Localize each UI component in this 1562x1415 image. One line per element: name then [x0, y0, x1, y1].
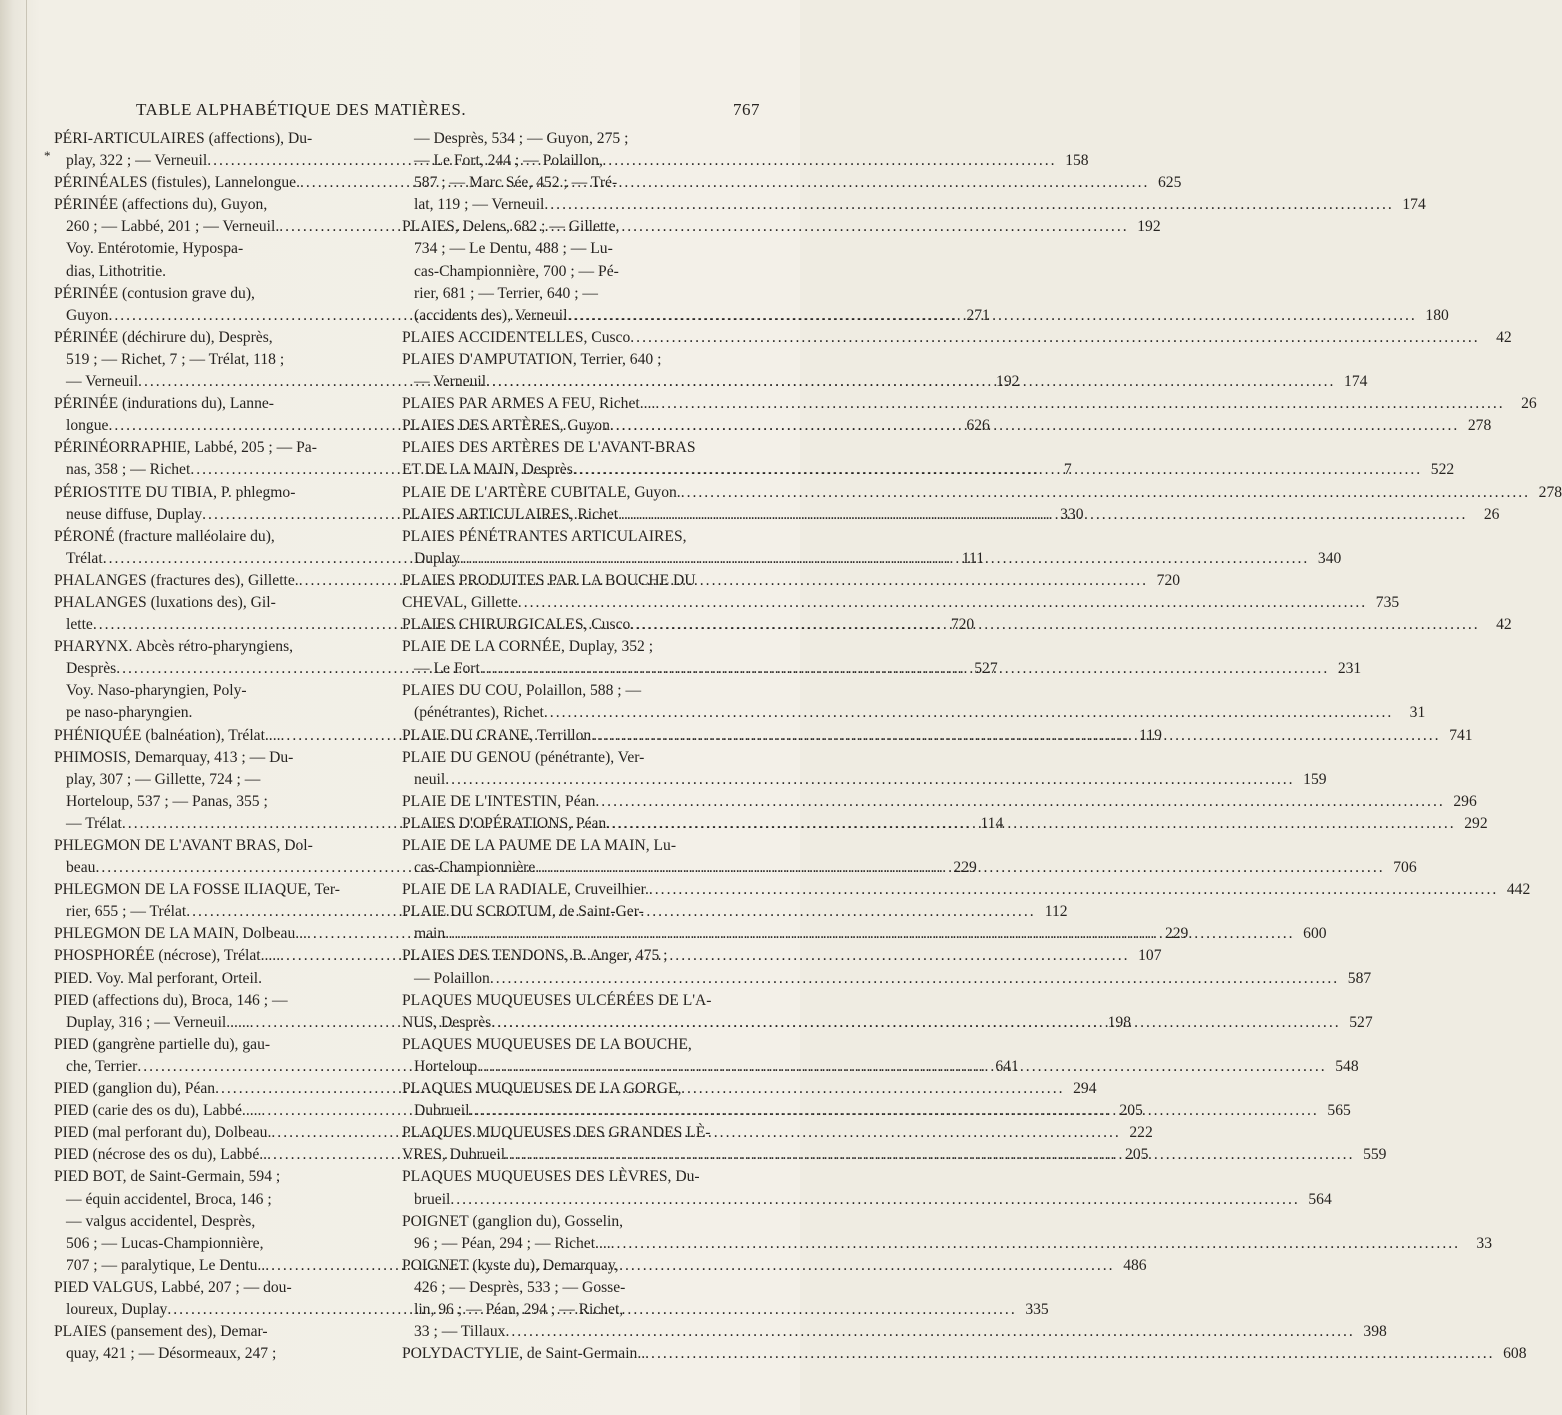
entry-page-number: 741 [1449, 726, 1473, 744]
entry-text: PLAIES ARTICULAIRES, Richet [402, 505, 619, 523]
entry-page-number: 626 [966, 417, 990, 435]
leader-dots [450, 1189, 1299, 1211]
entry-text: Duplay [414, 549, 460, 567]
entry-page-number: 205 [1125, 1146, 1149, 1164]
entry-text: pe naso-pharyngien. [66, 704, 193, 722]
entry-text: PHALANGES (luxations des), Gil- [54, 593, 276, 611]
entry-page-number: 229 [953, 859, 977, 877]
entry-text: PÉRINÉE (contusion grave du), [54, 284, 255, 302]
index-entry-line [54, 1166, 354, 1188]
entry-text: PLAIES PRODUITES PAR LA BOUCHE DU [402, 571, 696, 589]
index-entry-line [54, 1321, 354, 1343]
index-entry-line [402, 1211, 776, 1233]
leader-dots [518, 592, 1367, 614]
index-entry-line [54, 349, 354, 371]
entry-text: PIED (gangrène partielle du), gau- [54, 1035, 271, 1053]
entry-text: (pénétrantes), Richet [414, 704, 544, 722]
entry-text: PLAQUES MUQUEUSES DES GRANDES LÈ- [402, 1124, 711, 1142]
entry-text: — Le Fort [414, 660, 480, 678]
index-entry-line [402, 482, 1562, 504]
leader-dots [630, 327, 1479, 349]
leader-dots [611, 1233, 1460, 1255]
entry-text: PÉRINÉALES (fistules), Lannelongue. [54, 174, 300, 192]
entry-text: Voy. Entérotomie, Hypospa- [66, 240, 244, 258]
entry-text: PLAIE DE LA CORNÉE, Duplay, 352 ; [402, 638, 654, 656]
index-entry-line [402, 194, 1426, 216]
entry-text: PLAIES D'AMPUTATION, Terrier, 640 ; [402, 350, 662, 368]
entry-text: PLAIE DU SCROTUM, de Saint-Ger- [402, 903, 644, 921]
entry-text: play, 322 ; — Verneuil [66, 152, 208, 170]
entry-text: PLAQUES MUQUEUSES DE LA GORGE, [402, 1080, 682, 1098]
entry-text: Guyon [66, 306, 109, 324]
index-entry-line [54, 283, 354, 305]
entry-page-number: 205 [1119, 1102, 1143, 1120]
entry-text: PLAIES DES ARTÈRES, Guyon [402, 417, 610, 435]
entry-text: PLAIE DE L'ARTÈRE CUBITALE, Guyon. [402, 483, 681, 501]
entry-text: PHÉNIQUÉE (balnéation), Trélat.... [54, 726, 281, 744]
entry-page-number: 486 [1123, 1256, 1147, 1274]
index-entry-line [54, 261, 354, 283]
margin-mark: * [44, 148, 51, 163]
index-entry-line [402, 747, 776, 769]
entry-page-number: 192 [1137, 218, 1161, 236]
index-entry-line [402, 172, 776, 194]
leader-dots [630, 614, 1479, 636]
running-head [136, 100, 760, 122]
entry-text: Voy. Naso-pharyngien, Poly- [66, 682, 247, 700]
index-entry-line [54, 128, 354, 150]
entry-text: PHALANGES (fractures des), Gillette. [54, 571, 299, 589]
leader-dots [505, 1321, 1354, 1343]
leader-dots [486, 371, 1335, 393]
leader-dots [573, 459, 1422, 481]
index-entry-line [402, 238, 776, 260]
index-entry-line [402, 128, 776, 150]
index-entry-line [402, 592, 1400, 614]
entry-text: PÉRINÉE (déchirure du), Desprès, [54, 328, 273, 346]
index-entry-line [402, 570, 776, 592]
leader-dots [610, 415, 1459, 437]
entry-text: Trélat [66, 549, 103, 567]
entry-text: VRES, Dubrueil [402, 1146, 506, 1164]
entry-text: lette [66, 616, 93, 634]
leader-dots [544, 194, 1393, 216]
index-entry-line [402, 945, 776, 967]
entry-page-number: 522 [1430, 461, 1455, 479]
entry-text: brueil [414, 1190, 451, 1208]
entry-page-number: 600 [1303, 925, 1327, 943]
entry-text: PÉRIOSTITE DU TIBIA, P. phlegmo- [54, 483, 296, 501]
index-entry-line [54, 769, 354, 791]
entry-text: 260 ; — Labbé, 201 ; — Verneuil. [66, 218, 280, 236]
index-entry-line [54, 923, 1189, 945]
entry-text: 426 ; — Desprès, 533 ; — Gosse- [414, 1278, 626, 1296]
entry-text: — Polaillon [414, 969, 490, 987]
index-entry-line [54, 1277, 354, 1299]
entry-text: PLAIE DU CRANE, Terrillon [402, 726, 592, 744]
entry-text: POIGNET (ganglion du), Gosselin, [402, 1212, 624, 1230]
entry-page-number: 192 [996, 373, 1020, 391]
index-entry-line [402, 901, 776, 923]
index-entry-line [54, 592, 354, 614]
entry-page-number: 641 [995, 1057, 1019, 1075]
entry-page-number: 278 [1467, 417, 1492, 435]
entry-text: PLAQUES MUQUEUSES DE LA BOUCHE, [402, 1035, 692, 1053]
entry-text: PIED (nécrose des os du), Labbé.. [54, 1146, 268, 1164]
entry-text: PHOSPHORÉE (nécrose), Trélat..... [54, 947, 281, 965]
entry-page-number: 31 [1409, 704, 1426, 722]
entry-page-number: 720 [950, 616, 975, 634]
index-entry-line [402, 393, 1537, 415]
entry-text: PLAIES, Delens, 682 ; — Gillette, [402, 218, 620, 236]
entry-page-number: 608 [1503, 1345, 1527, 1363]
index-entry-line [54, 327, 354, 349]
index-entry-line [402, 968, 1372, 990]
entry-text: Horteloup, 537 ; — Panas, 355 ; [66, 792, 268, 810]
leader-dots [544, 702, 1393, 724]
index-entry-line [402, 636, 776, 658]
entry-page-number: 26 [1521, 395, 1537, 413]
entry-text: PLAIES DES ARTÈRES DE L'AVANT-BRAS [402, 439, 696, 457]
index-entry-line [402, 150, 776, 172]
index-entry-line [402, 1034, 776, 1056]
entry-text: 734 ; — Le Dentu, 488 ; — Lu- [414, 240, 613, 258]
entry-page-number: 119 [1139, 726, 1162, 744]
entry-page-number: 720 [1156, 571, 1181, 589]
index-entry-line [54, 879, 354, 901]
entry-text: PLAIE DE LA PAUME DE LA MAIN, Lu- [402, 837, 677, 854]
entry-page-number: 564 [1308, 1190, 1332, 1208]
index-entry-line [54, 1233, 354, 1255]
entry-text: — équin accidentel, Broca, 146 ; [66, 1190, 272, 1208]
index-entry-line [402, 1233, 1493, 1255]
index-entry-line [402, 702, 1426, 724]
entry-page-number: 527 [1349, 1013, 1373, 1031]
entry-text: PLAIES PAR ARMES A FEU, Richet.... [402, 395, 656, 413]
entry-page-number: 527 [974, 660, 998, 678]
entry-text: PIED VALGUS, Labbé, 207 ; — dou- [54, 1278, 292, 1296]
leader-dots [505, 1144, 1354, 1166]
entry-text: neuil [414, 770, 446, 788]
entry-page-number: 26 [1483, 505, 1500, 523]
index-entry-line [402, 1277, 776, 1299]
entry-text: CHEVAL, Gillette [402, 593, 518, 611]
entry-text: 33 ; — Tillaux [414, 1323, 506, 1341]
entry-text: PLAIES PÉNÉTRANTES ARTICULAIRES, [402, 527, 687, 545]
entry-text: lin, 96 ; — Péan, 294 ; — Richet, [414, 1300, 624, 1318]
leader-dots [477, 1056, 1326, 1078]
entry-page-number: 114 [980, 814, 1004, 832]
entry-page-number: 198 [1107, 1013, 1132, 1031]
index-entry-line [54, 680, 354, 702]
entry-text: PLAIES (pansement des), Demar- [54, 1323, 268, 1341]
entry-text: 506 ; — Lucas-Championnière, [66, 1234, 264, 1252]
entry-text: — Trélat [66, 814, 122, 832]
leader-dots [491, 1012, 1340, 1034]
entry-text: PHIMOSIS, Demarquay, 413 ; — Du- [54, 748, 294, 766]
index-entry-line [54, 636, 354, 658]
entry-text: 519 ; — Richet, 7 ; — Trélat, 118 ; [66, 350, 285, 368]
entry-text: PHLEGMON DE LA MAIN, Dolbeau... [54, 925, 307, 943]
index-entry-line [402, 1122, 776, 1144]
entry-text: Desprès [66, 660, 117, 678]
index-entry-line [54, 482, 354, 504]
index-entry-line [54, 990, 354, 1012]
index-entry-line [402, 769, 1327, 791]
index-entry-line [402, 216, 776, 238]
entry-page-number: 398 [1363, 1323, 1387, 1341]
entry-text: cas-Championnière [414, 859, 536, 877]
entry-text: PHLEGMON DE L'AVANT BRAS, Dol- [54, 837, 313, 854]
index-entry-line [54, 791, 354, 813]
entry-page-number: 180 [1425, 306, 1449, 324]
entry-page-number: 292 [1464, 814, 1488, 832]
binding-gutter [26, 0, 27, 1415]
entry-page-number: 159 [1303, 770, 1327, 788]
index-entry-line [402, 526, 776, 548]
entry-page-number: 42 [1496, 616, 1512, 634]
entry-text: — Desprès, 534 ; — Guyon, 275 ; [414, 130, 629, 147]
entry-page-number: 625 [1157, 174, 1182, 192]
entry-text: PHARYNX. Abcès rétro-pharyngiens, [54, 638, 294, 656]
entry-page-number: 442 [1506, 881, 1531, 899]
entry-text: ET DE LA MAIN, Desprès [402, 461, 573, 479]
entry-text: PIED (mal perforant du), Dolbeau. [54, 1124, 272, 1142]
leader-dots [445, 923, 1294, 945]
index-entry-line [54, 526, 354, 548]
index-entry-line [402, 680, 776, 702]
index-entry-line [402, 990, 776, 1012]
index-entry-line [402, 1321, 1387, 1343]
leader-dots [535, 857, 1384, 879]
entry-text: quay, 421 ; — Désormeaux, 247 ; [66, 1345, 277, 1363]
entry-page-number: 706 [1393, 859, 1417, 877]
index-entry-line [402, 879, 1531, 901]
index-entry-line [54, 1211, 354, 1233]
index-entry-line [402, 1189, 1332, 1211]
leader-dots [480, 658, 1329, 680]
index-entry-line [54, 238, 354, 260]
entry-page-number: 158 [1065, 152, 1089, 170]
entry-text: PLAIES DU COU, Polaillon, 588 ; — [402, 682, 642, 700]
entry-text: che, Terrier [66, 1057, 138, 1075]
index-entry-line [402, 1343, 1527, 1365]
entry-text: PIED (carie des os du), Labbé..... [54, 1102, 262, 1120]
index-entry-line [54, 1189, 354, 1211]
entry-text: PLAIES D'OPÉRATIONS, Péan [402, 814, 607, 832]
entry-text: PLAIE DU GENOU (pénétrante), Ver- [402, 748, 645, 766]
entry-text: PLAIES DES TENDONS, B. Anger, 475 ; [402, 947, 668, 965]
index-entry-line [54, 747, 354, 769]
leader-dots [645, 1343, 1494, 1365]
leader-dots [460, 548, 1309, 570]
leader-dots [591, 725, 1440, 747]
index-entry-line [402, 283, 776, 305]
entry-text: PLAIE DE L'INTESTIN, Péan [402, 792, 596, 810]
entry-text: — Verneuil [66, 373, 139, 391]
entry-text: loureux, Duplay [66, 1300, 168, 1318]
leader-dots [445, 769, 1294, 791]
entry-text: PIED (affections du), Broca, 146 ; — [54, 991, 288, 1009]
index-entry-line [402, 1078, 776, 1100]
index-entry-line [54, 702, 354, 724]
entry-page-number: 42 [1496, 328, 1512, 346]
entry-page-number: 294 [1073, 1080, 1097, 1098]
index-entry-line [402, 1166, 776, 1188]
entry-text: 96 ; — Péan, 294 ; — Richet.... [414, 1234, 611, 1252]
entry-page-number: 271 [966, 306, 990, 324]
entry-page-number: 565 [1327, 1102, 1351, 1120]
entry-text: PLAIE DE LA RADIALE, Cruveilhier. [402, 881, 649, 899]
entry-text: PIED. Voy. Mal perforant, Orteil. [54, 969, 263, 987]
entry-page-number: 112 [1044, 903, 1068, 921]
entry-text: POLYDACTYLIE, de Saint-Germain.. [402, 1345, 646, 1363]
page-number: 767 [733, 100, 760, 119]
index-entry-line [402, 327, 1512, 349]
entry-page-number: 231 [1337, 660, 1362, 678]
entry-page-number: 7 [1063, 461, 1072, 479]
entry-text: PLAIES CHIRURGICALES, Cusco [402, 616, 631, 634]
entry-text: PÉRINÉE (affections du), Guyon, [54, 196, 268, 214]
index-entry-line [402, 261, 776, 283]
page-header-title: TABLE ALPHABÉTIQUE DES MATIÈRES. [136, 100, 467, 119]
entry-text: rier, 681 ; — Terrier, 640 ; — [414, 284, 599, 302]
entry-page-number: 229 [1164, 925, 1189, 943]
entry-text: (accidents des), Verneuil [414, 306, 568, 324]
entry-text: POIGNET (kyste du), Demarquay, [402, 1256, 619, 1274]
leader-dots [618, 504, 1467, 526]
entry-page-number: 296 [1453, 792, 1477, 810]
entry-text: PLAQUES MUQUEUSES ULCÉRÉES DE L'A- [402, 991, 712, 1009]
entry-text: NUS, Desprès [402, 1013, 492, 1031]
leader-dots [595, 791, 1444, 813]
leader-dots [567, 305, 1416, 327]
entry-page-number: 587 [1347, 969, 1372, 987]
entry-page-number: 174 [1344, 373, 1368, 391]
entry-page-number: 111 [961, 549, 985, 567]
leader-dots [606, 813, 1455, 835]
entry-text: dias, Lithotritie. [66, 262, 167, 280]
entry-text: play, 307 ; — Gillette, 724 ; — [66, 770, 261, 788]
entry-text: PÉRINÉE (indurations du), Lanne- [54, 395, 274, 413]
entry-text: PIED (ganglion du), Péan [54, 1080, 216, 1098]
index-entry-line [402, 349, 776, 371]
entry-text: longue [66, 417, 109, 435]
entry-text: PÉRINÉORRAPHIE, Labbé, 205 ; — Pa- [54, 439, 317, 457]
index-entry-line [402, 835, 776, 857]
index-entry-line [54, 1343, 354, 1365]
entry-page-number: 330 [1060, 505, 1084, 523]
index-entry-line [402, 1255, 776, 1277]
entry-page-number: 222 [1129, 1124, 1153, 1142]
entry-page-number: 548 [1335, 1057, 1359, 1075]
leader-dots [469, 1100, 1318, 1122]
entry-page-number: 340 [1317, 549, 1342, 567]
entry-text: cas-Championnière, 700 ; — Pé- [414, 262, 619, 280]
index-entry-line [54, 194, 354, 216]
entry-page-number: 33 [1476, 1234, 1493, 1252]
entry-text: PIED BOT, de Saint-Germain, 594 ; [54, 1168, 281, 1186]
index-entry-line [402, 437, 776, 459]
entry-page-number: 335 [1025, 1300, 1049, 1318]
index-entry-line [54, 437, 354, 459]
entry-text: Horteloup [414, 1057, 478, 1075]
entry-page-number: 559 [1363, 1146, 1387, 1164]
leader-dots [649, 879, 1498, 901]
entry-text: — Verneuil [414, 373, 487, 391]
index-entry-line [54, 1034, 354, 1056]
entry-page-number: 107 [1138, 947, 1162, 965]
entry-text: PHLEGMON DE LA FOSSE ILIAQUE, Ter- [54, 881, 340, 899]
index-entry-line [402, 459, 1455, 481]
entry-page-number: 278 [1538, 483, 1562, 501]
entry-text: beau [66, 859, 96, 877]
index-entry-line [54, 371, 1020, 393]
index-entry-line [54, 393, 354, 415]
entry-text: lat, 119 ; — Verneuil [414, 196, 545, 214]
leader-dots [655, 393, 1504, 415]
entry-text: PÉRI-ARTICULAIRES (affections), Du- [54, 130, 313, 147]
entry-text: main [414, 925, 446, 943]
entry-text: neuse diffuse, Duplay [66, 505, 203, 523]
index-entry-line [402, 1299, 776, 1321]
entry-text: rier, 655 ; — Trélat [66, 903, 187, 921]
entry-text: PLAQUES MUQUEUSES DES LÈVRES, Du- [402, 1168, 700, 1186]
entry-text: PÉRONÉ (fracture malléolaire du), [54, 527, 275, 545]
entry-text: 587 ; — Marc Sée, 452 ; — Tré- [414, 174, 618, 192]
index-entry-line [402, 791, 1477, 813]
entry-text: — valgus accidentel, Desprès, [66, 1212, 256, 1230]
entry-page-number: 735 [1375, 593, 1400, 611]
entry-page-number: 174 [1402, 196, 1426, 214]
index-entry-line [54, 835, 354, 857]
entry-text: Duplay, 316 ; — Verneuil...... [66, 1013, 250, 1031]
entry-text: nas, 358 ; — Richet [66, 461, 191, 479]
index-entry-line [54, 968, 354, 990]
entry-text: — Le Fort, 244 ; — Polaillon, [414, 152, 603, 170]
entry-text: 707 ; — paralytique, Le Dentu.. [66, 1256, 266, 1274]
leader-dots [490, 968, 1339, 990]
leader-dots [681, 482, 1530, 504]
entry-text: Dubrueil [414, 1102, 470, 1120]
entry-text: PLAIES ACCIDENTELLES, Cusco [402, 328, 631, 346]
